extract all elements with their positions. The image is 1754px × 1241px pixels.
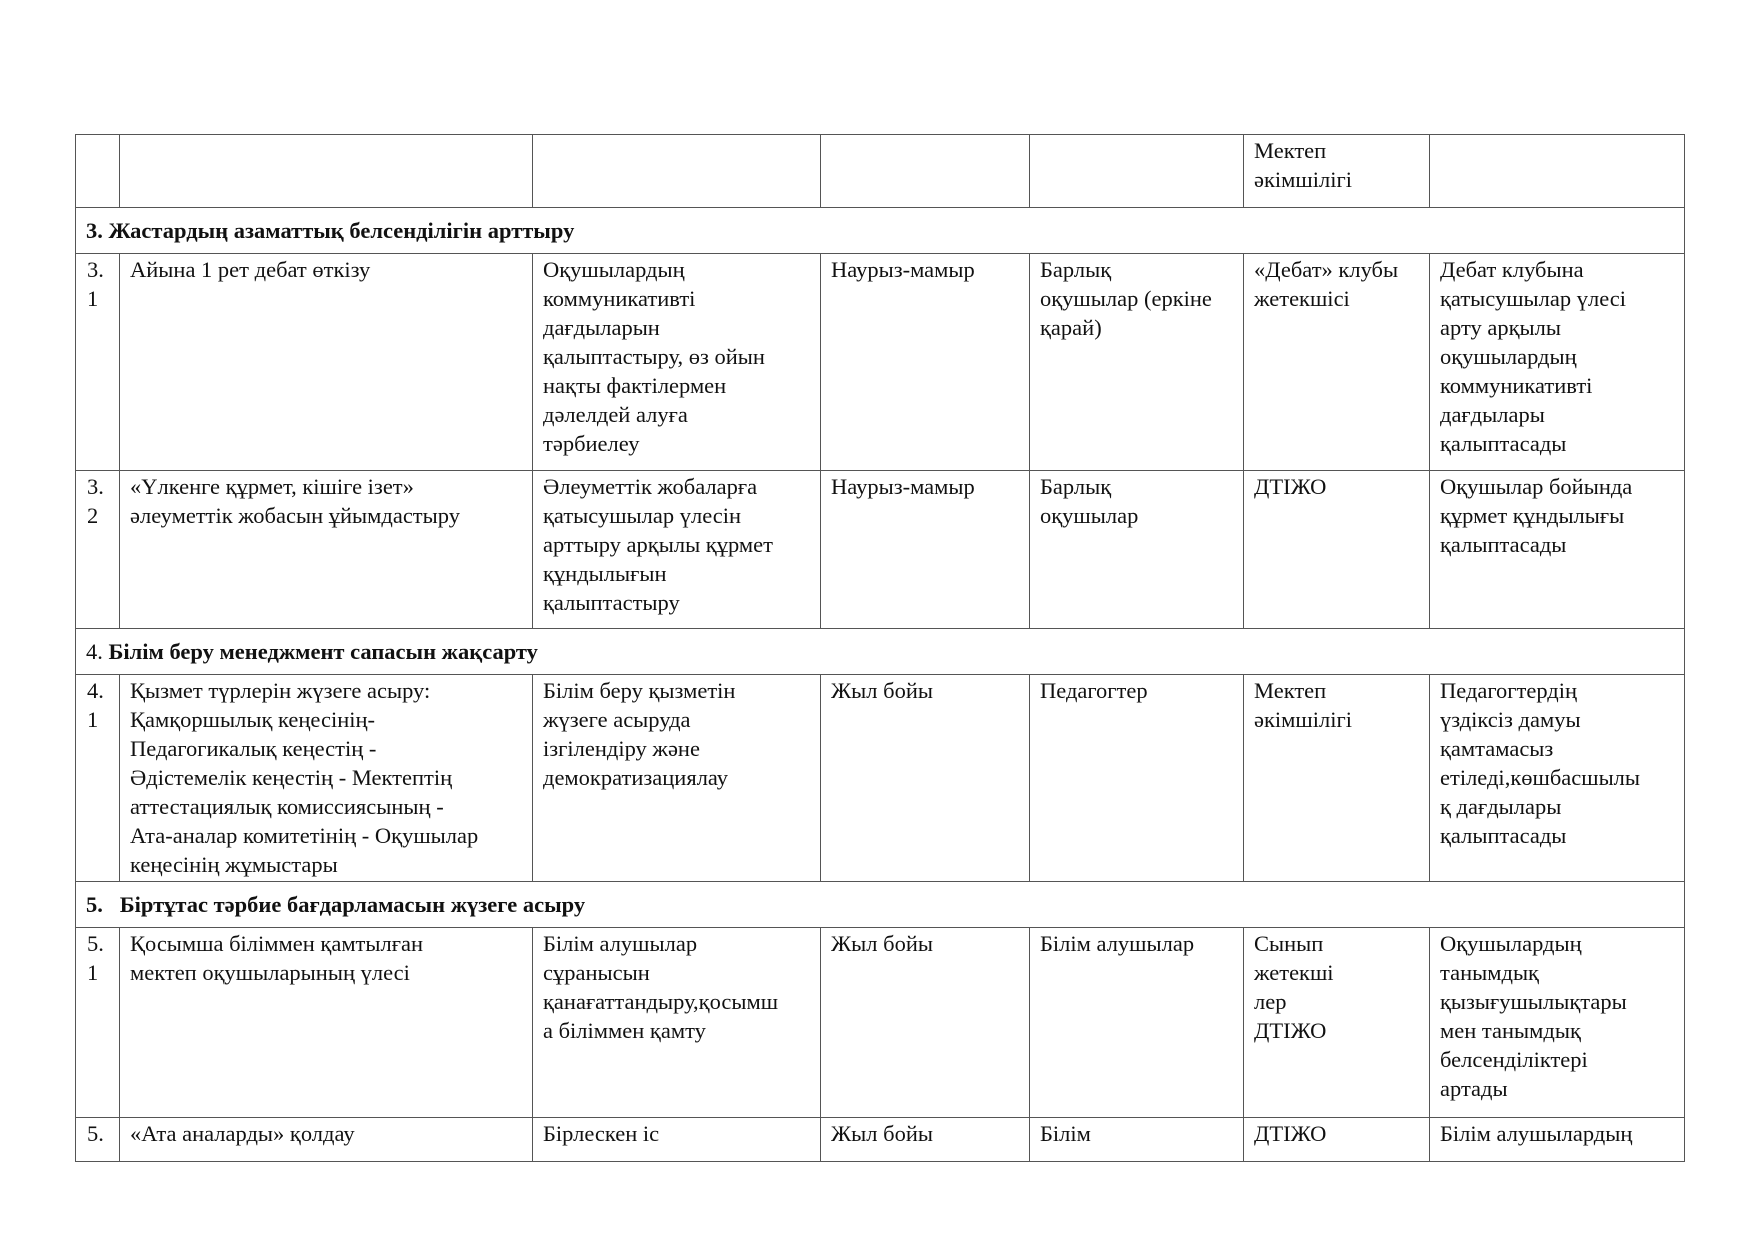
cell-line: қалыптасады: [1440, 823, 1567, 848]
cell-line: артады: [1440, 1076, 1508, 1101]
cell-line: Жыл бойы: [831, 678, 933, 703]
responsible-cell: [1244, 254, 1430, 471]
cell-line: қарай): [1040, 315, 1102, 340]
cell-line: Жыл бойы: [831, 931, 933, 956]
cell-line: Барлық: [1040, 474, 1112, 499]
cell-line: етіледі,көшбасшылы: [1440, 765, 1641, 790]
section-number: 3.: [86, 217, 103, 243]
num-cell: [76, 254, 120, 471]
cell-line: дағдыларын: [543, 315, 660, 340]
cell-line: 3.: [87, 257, 104, 282]
cell-line: ДТІЖО: [1254, 1121, 1327, 1146]
cell-line: Мектеп: [1254, 138, 1327, 163]
num-cell: [76, 928, 120, 1118]
responsible-cell: [1244, 471, 1430, 629]
plan-table: [75, 134, 1685, 1162]
table-row: [76, 1118, 1685, 1162]
period-cell: [821, 1118, 1030, 1162]
section-title: [76, 629, 1685, 675]
goal-cell: [533, 928, 821, 1118]
cell-line: демократизациялау: [543, 765, 729, 790]
cell-line: «Дебат» клубы: [1254, 257, 1399, 282]
section-title: [76, 208, 1685, 254]
table-row: [76, 135, 1685, 208]
section-title: [76, 882, 1685, 928]
participants-cell: [1030, 675, 1244, 882]
cell-line: Білім алушылардың: [1440, 1121, 1633, 1146]
cell-line: Сынып: [1254, 931, 1324, 956]
cell-line: Педагогтер: [1040, 678, 1148, 703]
result-cell: [1430, 254, 1685, 471]
participants-cell: [1030, 135, 1244, 208]
cell-line: аттестациялық комиссиясының -: [130, 794, 444, 819]
cell-line: 4.: [87, 678, 104, 703]
cell-line: әкімшілігі: [1254, 167, 1352, 192]
cell-line: Әдістемелік кеңестің - Мектептің: [130, 765, 453, 790]
table-row: [76, 675, 1685, 882]
period-cell: [821, 254, 1030, 471]
activity-cell: [120, 1118, 533, 1162]
cell-line: Білім алушылар: [1040, 931, 1195, 956]
cell-line: «Үлкенге құрмет, кішіге ізет»: [130, 474, 414, 499]
cell-line: Мектеп: [1254, 678, 1327, 703]
result-cell: [1430, 928, 1685, 1118]
section-number: 4.: [86, 638, 103, 664]
cell-line: Білім алушылар: [543, 931, 698, 956]
cell-line: оқушылардың: [1440, 344, 1577, 369]
num-cell: [76, 675, 120, 882]
result-cell: [1430, 1118, 1685, 1162]
result-cell: [1430, 135, 1685, 208]
cell-line: сұранысын: [543, 960, 650, 985]
section-title-text: Білім беру менеджмент сапасын жақсарту: [108, 638, 538, 664]
cell-line: ізгілендіру және: [543, 736, 700, 761]
activity-cell: [120, 675, 533, 882]
activity-cell: [120, 928, 533, 1118]
cell-line: қамтамасыз: [1440, 736, 1554, 761]
cell-line: қ дағдылары: [1440, 794, 1562, 819]
section-header-row: [76, 629, 1685, 675]
cell-line: Білім: [1040, 1121, 1091, 1146]
period-cell: [821, 675, 1030, 882]
cell-line: Дебат клубына: [1440, 257, 1584, 282]
cell-line: Барлық: [1040, 257, 1112, 282]
cell-line: Наурыз-мамыр: [831, 257, 975, 282]
cell-line: Қамқоршылық кеңесінің-: [130, 707, 376, 732]
section-number: 5.: [86, 891, 103, 917]
cell-line: жетекшісі: [1254, 286, 1350, 311]
activity-cell: [120, 135, 533, 208]
cell-line: әкімшілігі: [1254, 707, 1352, 732]
cell-line: тәрбиелеу: [543, 431, 640, 456]
cell-line: Оқушылардың: [1440, 931, 1582, 956]
table-row: [76, 254, 1685, 471]
cell-line: әлеуметтік жобасын ұйымдастыру: [130, 503, 460, 528]
section-header-row: [76, 208, 1685, 254]
period-cell: [821, 135, 1030, 208]
cell-line: белсенділіктері: [1440, 1047, 1588, 1072]
cell-line: Айына 1 рет дебат өткізу: [130, 257, 371, 282]
cell-line: қатысушылар үлесі: [1440, 286, 1627, 311]
cell-line: арту арқылы: [1440, 315, 1561, 340]
participants-cell: [1030, 928, 1244, 1118]
cell-line: а біліммен қамту: [543, 1018, 706, 1043]
goal-cell: [533, 254, 821, 471]
participants-cell: [1030, 254, 1244, 471]
cell-line: қатысушылар үлесін: [543, 503, 742, 528]
cell-line: Білім беру қызметін: [543, 678, 736, 703]
cell-line: Ата-аналар комитетінің - Оқушылар: [130, 823, 479, 848]
cell-line: дәлелдей алуға: [543, 402, 688, 427]
cell-line: ДТІЖО: [1254, 474, 1327, 499]
cell-line: арттыру арқылы құрмет: [543, 532, 773, 557]
cell-line: 2: [87, 503, 99, 528]
cell-line: жетекші: [1254, 960, 1334, 985]
activity-cell: [120, 471, 533, 629]
cell-line: Бірлескен іс: [543, 1121, 660, 1146]
cell-line: ДТІЖО: [1254, 1018, 1327, 1043]
cell-line: 3.: [87, 474, 104, 499]
cell-line: Әлеуметтік жобаларға: [543, 474, 758, 499]
cell-line: жүзеге асыруда: [543, 707, 691, 732]
cell-line: қызығушылықтары: [1440, 989, 1627, 1014]
cell-line: кеңесінің жұмыстары: [130, 852, 338, 877]
responsible-cell: [1244, 928, 1430, 1118]
cell-line: Қосымша біліммен қамтылған: [130, 931, 423, 956]
period-cell: [821, 928, 1030, 1118]
cell-line: 1: [87, 286, 99, 311]
section-title-text: Біртұтас тәрбие бағдарламасын жүзеге асыру: [119, 891, 586, 917]
cell-line: Наурыз-мамыр: [831, 474, 975, 499]
cell-line: Педагогтердің: [1440, 678, 1578, 703]
cell-line: 1: [87, 960, 99, 985]
num-cell: [76, 1118, 120, 1162]
cell-line: құрмет құндылығы: [1440, 503, 1625, 528]
cell-line: танымдық: [1440, 960, 1539, 985]
cell-line: 5.: [87, 1121, 104, 1146]
cell-line: қалыптасады: [1440, 532, 1567, 557]
goal-cell: [533, 135, 821, 208]
cell-line: құндылығын: [543, 561, 667, 586]
cell-line: Оқушылар бойында: [1440, 474, 1633, 499]
goal-cell: [533, 1118, 821, 1162]
cell-line: дағдылары: [1440, 402, 1545, 427]
cell-line: нақты фактілермен: [543, 373, 727, 398]
cell-line: Қызмет түрлерін жүзеге асыру:: [130, 678, 431, 703]
activity-cell: [120, 254, 533, 471]
cell-line: коммуникативті: [543, 286, 696, 311]
cell-line: қалыптасады: [1440, 431, 1567, 456]
cell-line: қалыптастыру, өз ойын: [543, 344, 765, 369]
cell-line: мектеп оқушыларының үлесі: [130, 960, 410, 985]
section-title-text: Жастардың азаматтық белсенділігін арттыру: [108, 217, 575, 243]
table-row: [76, 928, 1685, 1118]
cell-line: Оқушылардың: [543, 257, 685, 282]
cell-line: коммуникативті: [1440, 373, 1593, 398]
responsible-cell: [1244, 675, 1430, 882]
num-cell: [76, 471, 120, 629]
cell-line: Жыл бойы: [831, 1121, 933, 1146]
cell-line: лер: [1254, 989, 1287, 1014]
period-cell: [821, 471, 1030, 629]
section-header-row: [76, 882, 1685, 928]
responsible-cell: [1244, 1118, 1430, 1162]
cell-line: 1: [87, 707, 99, 732]
participants-cell: [1030, 1118, 1244, 1162]
cell-line: оқушылар: [1040, 503, 1139, 528]
goal-cell: [533, 471, 821, 629]
cell-line: Педагогикалық кеңестің -: [130, 736, 377, 761]
cell-line: оқушылар (еркіне: [1040, 286, 1212, 311]
goal-cell: [533, 675, 821, 882]
cell-line: қалыптастыру: [543, 590, 680, 615]
num-cell: [76, 135, 120, 208]
table-row: [76, 471, 1685, 629]
participants-cell: [1030, 471, 1244, 629]
responsible-cell: [1244, 135, 1430, 208]
cell-line: 5.: [87, 931, 104, 956]
result-cell: [1430, 471, 1685, 629]
cell-line: «Ата аналарды» қолдау: [130, 1121, 355, 1146]
result-cell: [1430, 675, 1685, 882]
cell-line: мен танымдық: [1440, 1018, 1581, 1043]
cell-line: үздіксіз дамуы: [1440, 707, 1581, 732]
cell-line: қанағаттандыру,қосымш: [543, 989, 779, 1014]
